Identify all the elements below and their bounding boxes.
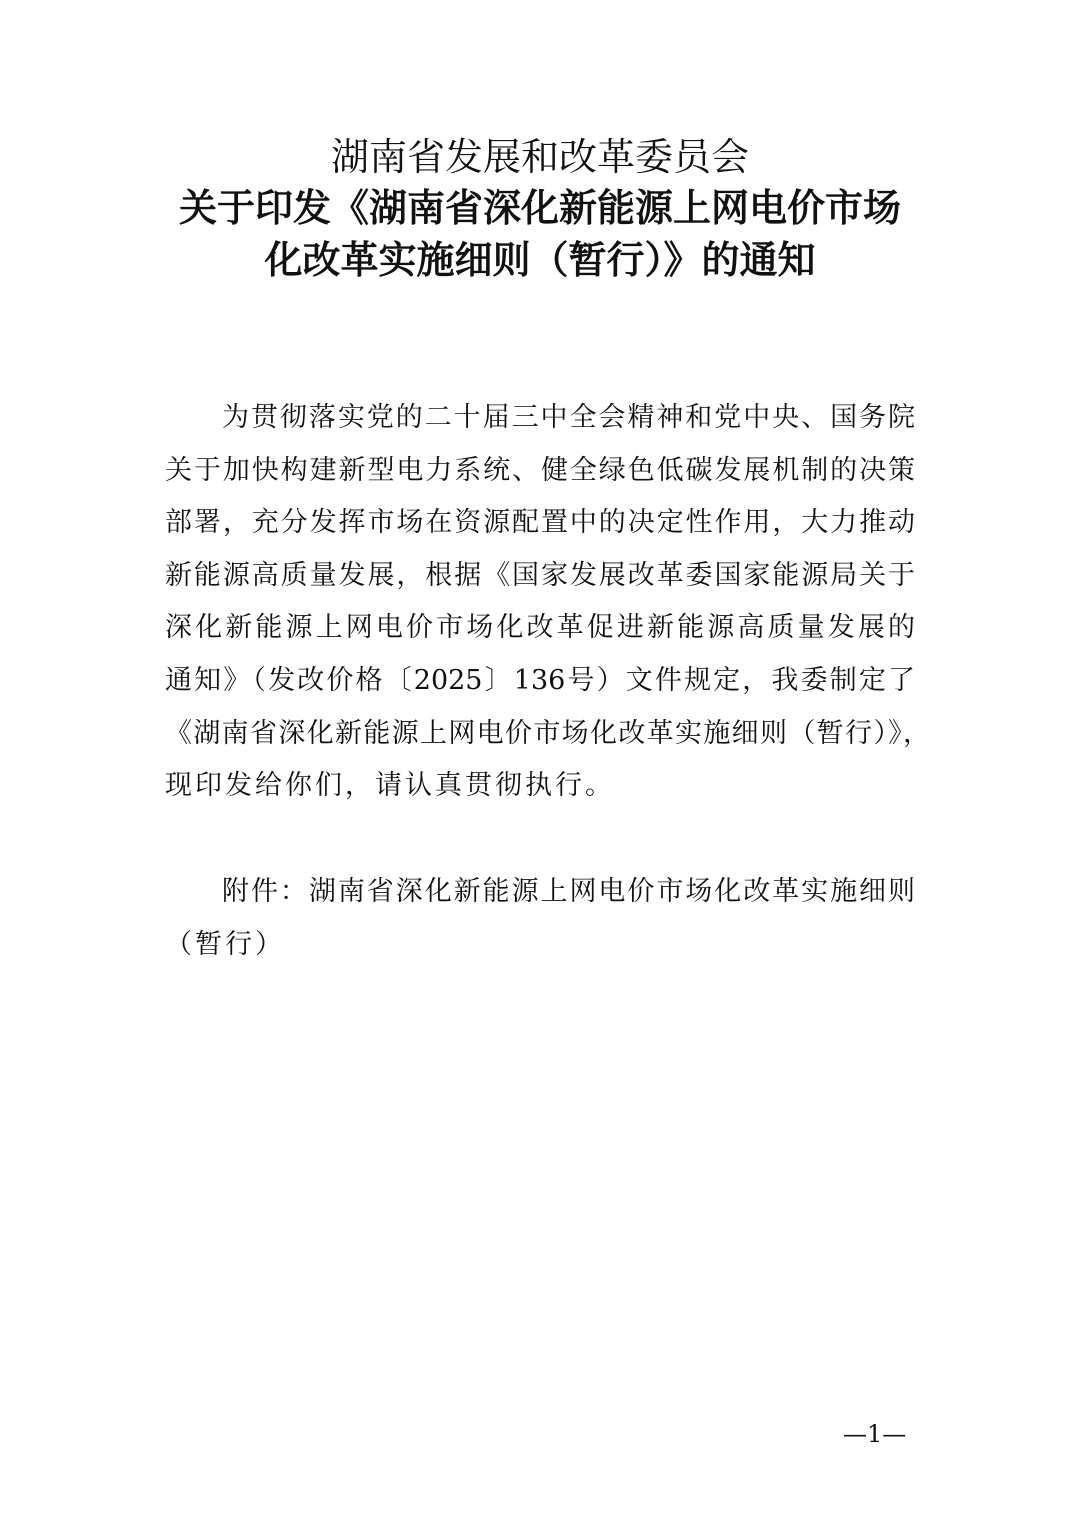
paragraph-line: 通知》（发改价格〔2025〕136号）文件规定，我委制定了 — [165, 664, 915, 696]
attachment-line: （暂行） — [165, 928, 285, 960]
paragraph-line: 为贯彻落实党的二十届三中全会精神和党中央、国务院 — [222, 402, 915, 433]
issuer-title: 湖南省发展和改革委员会 — [330, 135, 749, 179]
attachment-line: 附件：湖南省深化新能源上网电价市场化改革实施细则 — [222, 876, 915, 907]
paragraph-line: 《湖南省深化新能源上网电价市场化改革实施细则（暂行）》， — [165, 717, 930, 749]
paragraph-line: 现印发给你们，请认真贯彻执行。 — [165, 770, 615, 802]
paragraph-line: 新能源高质量发展，根据《国家发展改革委国家能源局关于 — [165, 559, 915, 591]
main-paragraph — [165, 392, 930, 813]
notice-title-line-1: 关于印发《湖南省深化新能源上网电价市场 — [178, 185, 901, 230]
page-number: —1— — [843, 1420, 907, 1448]
notice-title-line-2: 化改革实施细则（暂行）》的通知 — [264, 237, 816, 282]
attachment-note — [165, 866, 915, 971]
paragraph-line: 关于加快构建新型电力系统、健全绿色低碳发展机制的决策 — [165, 454, 915, 486]
paragraph-line: 部署，充分发挥市场在资源配置中的决定性作用，大力推动 — [165, 507, 915, 539]
paragraph-line: 深化新能源上网电价市场化改革促进新能源高质量发展的 — [165, 612, 915, 644]
